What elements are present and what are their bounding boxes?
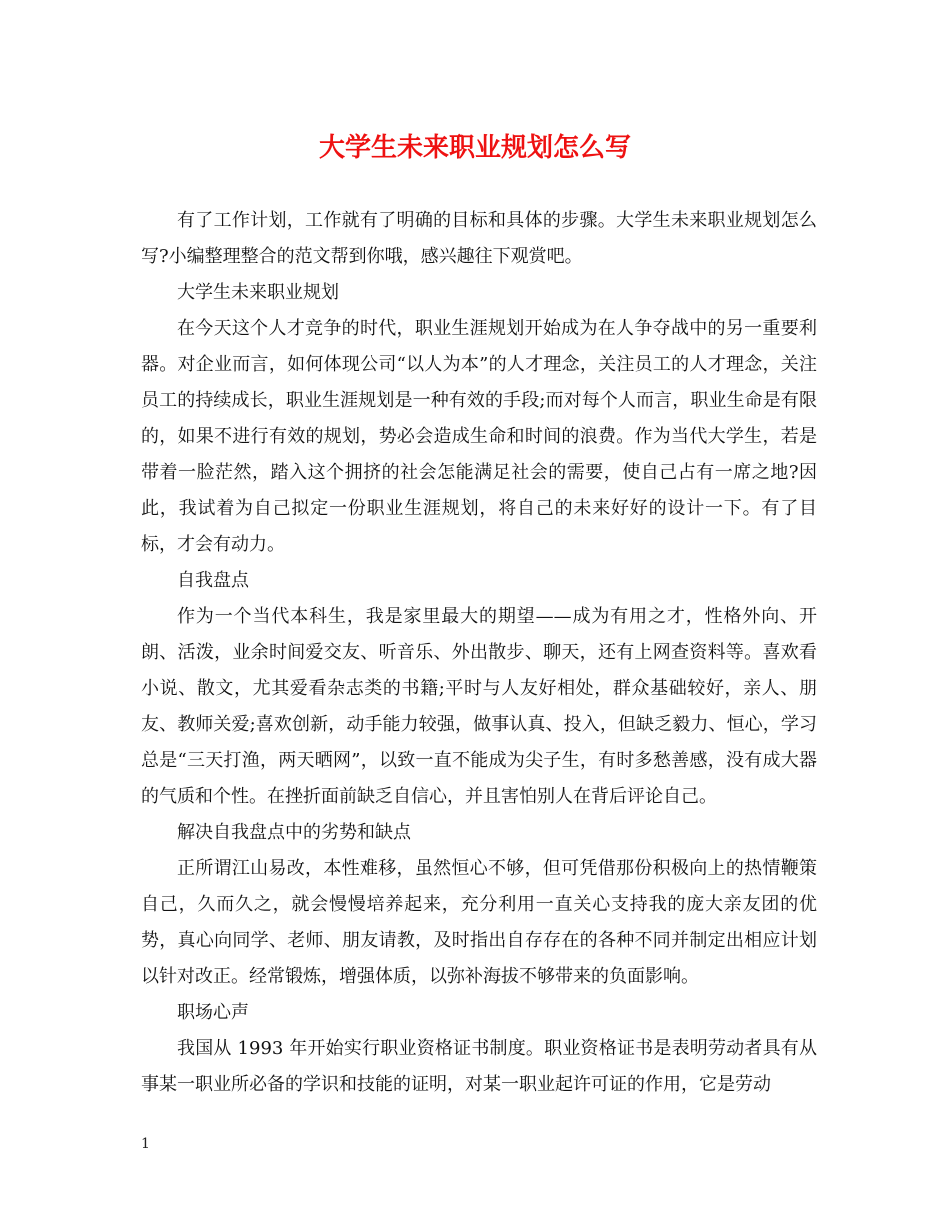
- page-number: 1: [141, 1136, 150, 1152]
- section-heading: 职场心声: [177, 1002, 249, 1023]
- document-body: [141, 203, 817, 1103]
- body-paragraph: 作为一个当代本科生，我是家里最大的期望——成为有用之才，性格外向、开朗、活泼，业余时间爱交友、听音乐、外出散步、聊天，还有上网查资料等。喜欢看小说、散文，尤其爱看杂志类的书籍;平时与人友好相处，群众基础较好，亲人、朋友、教师关爱;喜欢创新，动手能力较强，做事认真、投入，但缺乏毅力、恒心，学习总是“三天打渔，两天晒网”，以致一直不能成为尖子生，有时多愁善感，没有成大器的气质和个性。在挫折面前缺乏自信心，并且害怕别人在背后评论自己。: [141, 606, 817, 807]
- body-paragraph: 正所谓江山易改，本性难移，虽然恒心不够，但可凭借那份积极向上的热情鞭策自己，久而久之，就会慢慢培养起来，充分利用一直关心支持我的庞大亲友团的优势，真心向同学、老师、朋友请教，及时指出自存存在的各种不同并制定出相应计划以针对改正。经常锻炼，增强体质，以弥补海拔不够带来的负面影响。: [141, 858, 817, 987]
- section-heading: 解决自我盘点中的劣势和缺点: [177, 822, 411, 843]
- section-heading: 自我盘点: [177, 570, 249, 591]
- body-paragraph: 在今天这个人才竞争的时代，职业生涯规划开始成为在人争夺战中的另一重要利器。对企业而言，如何体现公司“以人为本”的人才理念，关注员工的人才理念，关注员工的持续成长，职业生涯规划是一种有效的手段;而对每个人而言，职业生命是有限的，如果不进行有效的规划，势必会造成生命和时间的浪费。作为当代大学生，若是带着一脸茫然，踏入这个拥挤的社会怎能满足社会的需要，使自己占有一席之地?因此，我试着为自己拟定一份职业生涯规划，将自己的未来好好的设计一下。有了目标，才会有动力。: [141, 318, 817, 555]
- intro-paragraph: 有了工作计划，工作就有了明确的目标和具体的步骤。大学生未来职业规划怎么写?小编整理整合的范文帮到你哦，感兴趣往下观赏吧。: [141, 210, 817, 267]
- document-title: 大学生未来职业规划怎么写: [318, 133, 631, 163]
- section-heading: 大学生未来职业规划: [177, 282, 339, 303]
- body-paragraph: 我国从 1993 年开始实行职业资格证书制度。职业资格证书是表明劳动者具有从事某一职业所必备的学识和技能的证明，对某一职业起许可证的作用，它是劳动: [141, 1038, 817, 1095]
